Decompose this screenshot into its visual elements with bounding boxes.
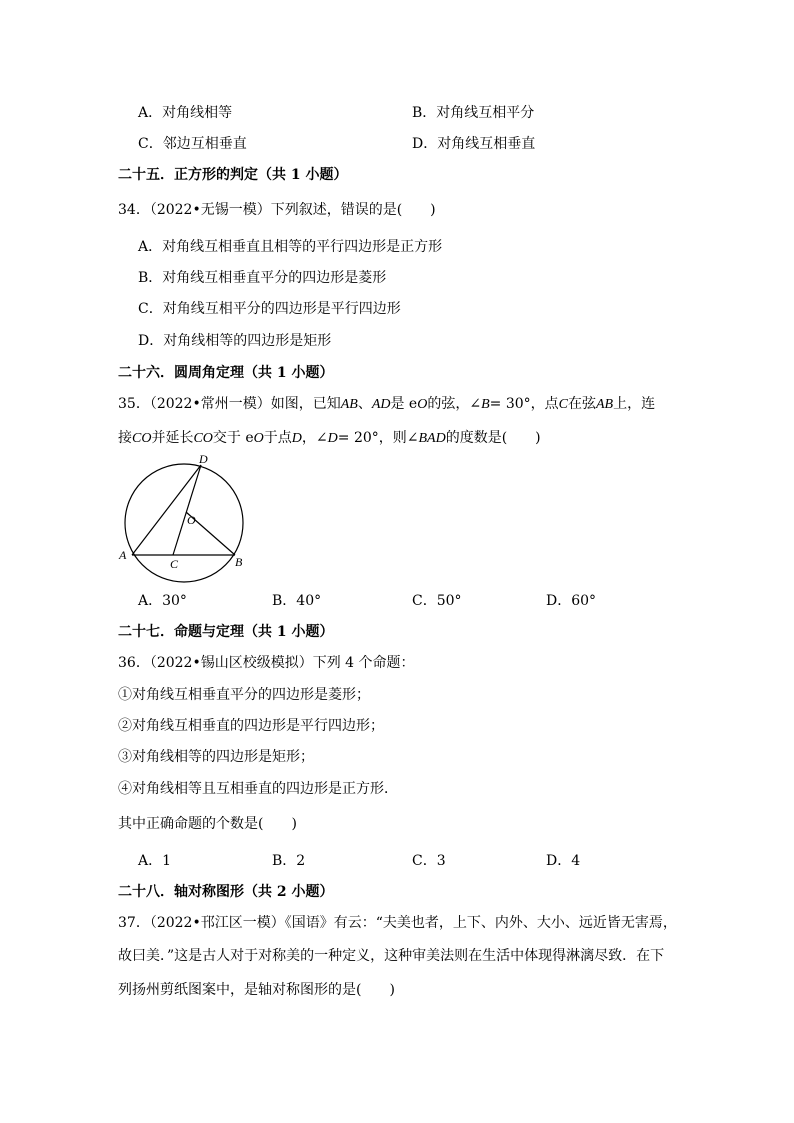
q36-stem: 36．（2022•锡山区校级模拟）下列 4 个命题： (118, 655, 415, 671)
q35-stem-text: 的度数是( ) (445, 430, 541, 446)
q33-option-c: C．邻边互相垂直 (138, 136, 247, 152)
q36-option-d: D．4 (546, 853, 581, 869)
q34-option-a: A．对角线互相垂直且相等的平行四边形是正方形 (138, 239, 443, 255)
q35-option-d: D．60° (546, 593, 597, 609)
segment-co: CO (132, 431, 152, 446)
section-27-heading: 二十七．命题与定理（共 1 小题） (118, 624, 334, 640)
q35-stem-line2 (118, 428, 541, 449)
q33-option-d: D．对角线互相垂直 (412, 136, 536, 152)
point-o: O (253, 431, 264, 446)
q35-stem-text: 于点 (263, 430, 292, 446)
q37-line-1: 37．（2022•邗江区一模）《国语》有云：“夫美也者，上下、内外、大小、远近皆无害焉， (118, 915, 677, 931)
segment-ab: AB (340, 397, 358, 412)
circle-geometry-figure (116, 452, 256, 592)
q35-stem-text: 并延长 (151, 430, 194, 446)
q35-stem-text: ，∠ (301, 430, 328, 446)
point-c: C (558, 397, 568, 412)
q36-item-2: ②对角线互相垂直的四边形是平行四边形； (118, 718, 384, 734)
q35-stem-text: 是 e (390, 396, 418, 412)
angle-bad: BAD (418, 431, 446, 446)
q36-option-c: C．3 (412, 853, 446, 869)
q35-stem-text: = 30°，点 (489, 396, 559, 412)
label-c: C (170, 557, 179, 571)
section-25-heading: 二十五．正方形的判定（共 1 小题） (118, 167, 348, 183)
q35-stem-text: 、 (357, 396, 372, 412)
q35-option-a: A．30° (138, 593, 187, 609)
segment-ab: AB (596, 397, 614, 412)
q35-option-b: B．40° (272, 593, 322, 609)
q34-option-d: D．对角线相等的四边形是矩形 (138, 333, 332, 349)
q35-stem-text: 35．（2022•常州一模）如图，已知 (118, 396, 341, 412)
label-d: D (199, 452, 208, 466)
q36-question: 其中正确命题的个数是( ) (118, 816, 297, 832)
q35-stem-text: 在弦 (568, 396, 596, 412)
q37-line-3: 列扬州剪纸图案中，是轴对称图形的是( ) (118, 982, 395, 998)
q36-option-b: B．2 (272, 853, 306, 869)
point-o: O (417, 397, 428, 412)
q35-stem-text: 上，连 (613, 396, 656, 412)
q36-item-4: ④对角线相等且互相垂直的四边形是正方形． (118, 781, 398, 797)
circle-o (125, 464, 243, 582)
q35-stem-text: 的弦，∠ (427, 396, 482, 412)
label-a: A (119, 548, 127, 562)
q33-option-b: B．对角线互相平分 (412, 105, 535, 121)
section-26-heading: 二十六．圆周角定理（共 1 小题） (118, 365, 334, 381)
q34-option-b: B．对角线互相垂直平分的四边形是菱形 (138, 270, 387, 286)
segment-co: CO (193, 431, 213, 446)
label-o: O (187, 513, 196, 527)
point-b: B (481, 397, 490, 412)
section-28-heading: 二十八．轴对称图形（共 2 小题） (118, 884, 334, 900)
q35-stem-text: = 20°，则∠ (337, 430, 419, 446)
q35-stem-line1 (118, 394, 655, 415)
segment-ad: AD (371, 397, 391, 412)
chord-ad (132, 465, 201, 555)
q36-option-a: A．1 (138, 853, 172, 869)
q36-item-1: ①对角线互相垂直平分的四边形是菱形； (118, 687, 370, 703)
label-b: B (235, 555, 243, 569)
q34-option-c: C．对角线互相平分的四边形是平行四边形 (138, 301, 401, 317)
q35-stem-text: 交于 e (212, 430, 254, 446)
q37-line-2: 故曰美．”这是古人对于对称美的一种定义，这种审美法则在生活中体现得淋漓尽致．在下 (118, 948, 665, 964)
point-d: D (291, 431, 302, 446)
q33-option-a: A．对角线相等 (138, 105, 233, 121)
q35-option-c: C．50° (412, 593, 462, 609)
point-d: D (327, 431, 338, 446)
segment-cd (173, 465, 201, 555)
q36-item-3: ③对角线相等的四边形是矩形； (118, 749, 314, 765)
q35-stem-text: 接 (118, 430, 132, 446)
q34-stem: 34．（2022•无锡一模）下列叙述，错误的是( ) (118, 202, 436, 218)
